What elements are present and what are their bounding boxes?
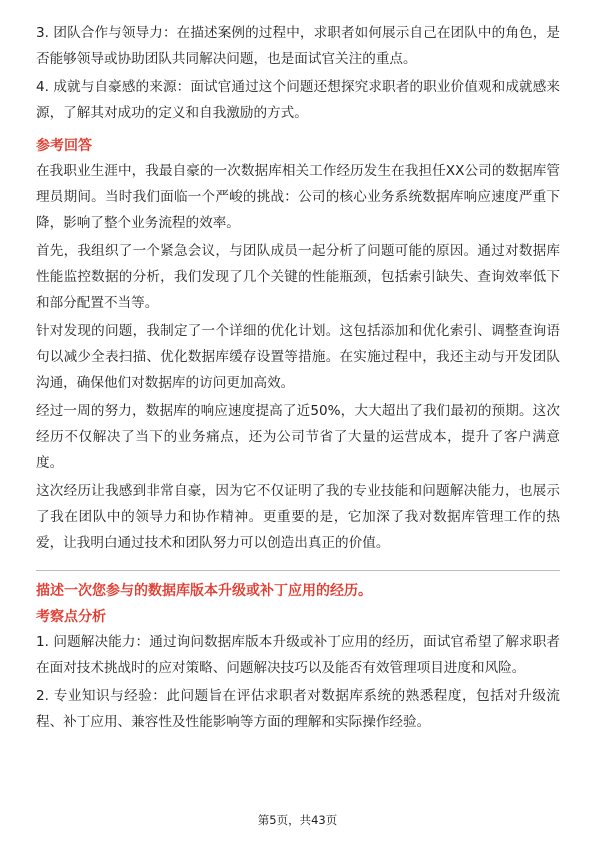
reference-answer-heading: 参考回答: [36, 138, 92, 154]
analysis-item-4: 4. 成就与自豪感的来源：面试官通过这个问题还想探究求职者的职业价值观和成就感来源，了解其对成功的定义和自我激励的方式。: [36, 79, 560, 121]
document-page: [36, 20, 560, 737]
answer-paragraph-3: 针对发现的问题，我制定了一个详细的优化计划。这包括添加和优化索引、调整查询语句以减少全表扫描、优化数据库缓存设置等措施。在实施过程中，我还主动与开发团队沟通，确保他们对数据库的访问更加高效。: [36, 323, 560, 391]
analysis-heading: 考察点分析: [36, 609, 106, 625]
answer-paragraph-4: 经过一周的努力，数据库的响应速度提高了近50%，大大超出了我们最初的预期。这次经历不仅解决了当下的业务痛点，还为公司节省了大量的运营成本，提升了客户满意度。: [36, 403, 560, 471]
question-title: 描述一次您参与的数据库版本升级或补丁应用的经历。: [36, 583, 372, 599]
answer-paragraph-2: 首先，我组织了一个紧急会议，与团队成员一起分析了问题可能的原因。通过对数据库性能监控数据的分析，我们发现了几个关键的性能瓶颈，包括索引缺失、查询效率低下和部分配置不当等。: [36, 243, 560, 311]
answer-paragraph-5: 这次经历让我感到非常自豪，因为它不仅证明了我的专业技能和问题解决能力，也展示了我在团队中的领导力和协作精神。更重要的是，它加深了我对数据库管理工作的热爱，让我明白通过技术和团队努力可以创造出真正的价值。: [36, 483, 560, 551]
analysis-item-1: 1. 问题解决能力：通过询问数据库版本升级或补丁应用的经历，面试官希望了解求职者在面对技术挑战时的应对策略、问题解决技巧以及能否有效管理项目进度和风险。: [36, 634, 560, 676]
page-number: 第5页，共43页: [257, 813, 338, 827]
analysis-item-2: 2. 专业知识与经验：此问题旨在评估求职者对数据库系统的熟悉程度，包括对升级流程、补丁应用、兼容性及性能影响等方面的理解和实际操作经验。: [36, 688, 560, 730]
answer-paragraph-1: 在我职业生涯中，我最自豪的一次数据库相关工作经历发生在我担任XX公司的数据库管理员期间。当时我们面临一个严峻的挑战：公司的核心业务系统数据库响应速度严重下降，影响了整个业务流程的效率。: [36, 163, 560, 231]
analysis-item-3: 3. 团队合作与领导力：在描述案例的过程中，求职者如何展示自己在团队中的角色，是否能够领导或协助团队共同解决问题，也是面试官关注的重点。: [36, 25, 560, 67]
section-divider: [36, 570, 560, 571]
